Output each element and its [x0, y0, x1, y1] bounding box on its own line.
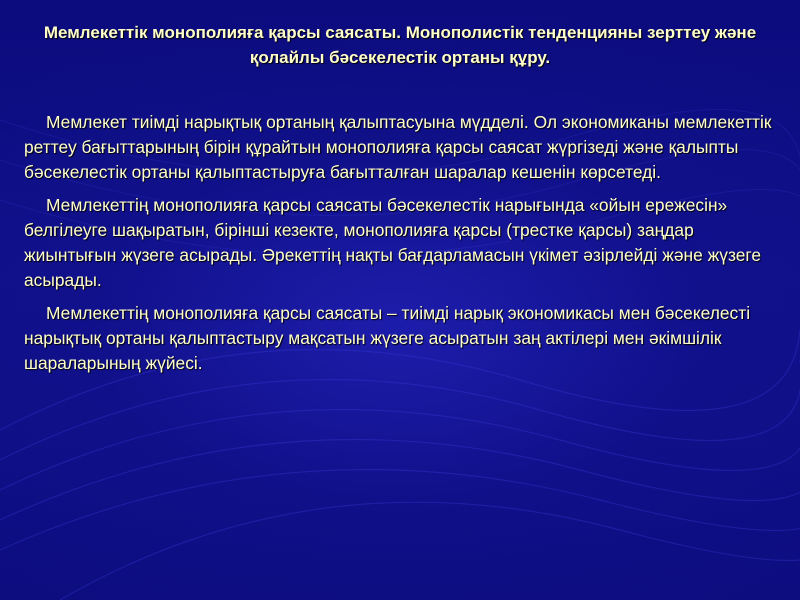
paragraph: Мемлекет тиімді нарықтық ортаның қалыптасуына мүдделі. Ол экономиканы мемлекеттік реттеу бағыттарының бірін құрайтын монополияға қарсы саясат жүргізеді және қалыпты бәсекелестік ортаны қалыптастыруға бағытталған шаралар кешенін көрсетеді. [24, 112, 772, 182]
paragraph: Мемлекеттің монополияға қарсы саясаты – тиімді нарық экономикасы мен бәсекелесті нарықтық ортаны қалыптастыру мақсатын жүзеге асыратын заң актілері мен әкімшілік шараларының жүйесі. [24, 303, 751, 373]
slide-title: Мемлекеттік монополияға қарсы саясаты. Монополистік тенденцияны зерттеу және қолайлы бәсекелестік ортаны құру. [43, 23, 757, 67]
paragraph: Мемлекеттің монополияға қарсы саясаты бәсекелестік нарығында «ойын ережесін» белгілеуге шақыратын, бірінші кезекте, монополияға қарсы (трестке қарсы) заңдар жиынтығын жүзеге асырады. Әрекеттің нақты бағдарламасын үкімет әзірлейді және жүзеге асырады. [24, 195, 762, 290]
slide-body [24, 110, 780, 384]
